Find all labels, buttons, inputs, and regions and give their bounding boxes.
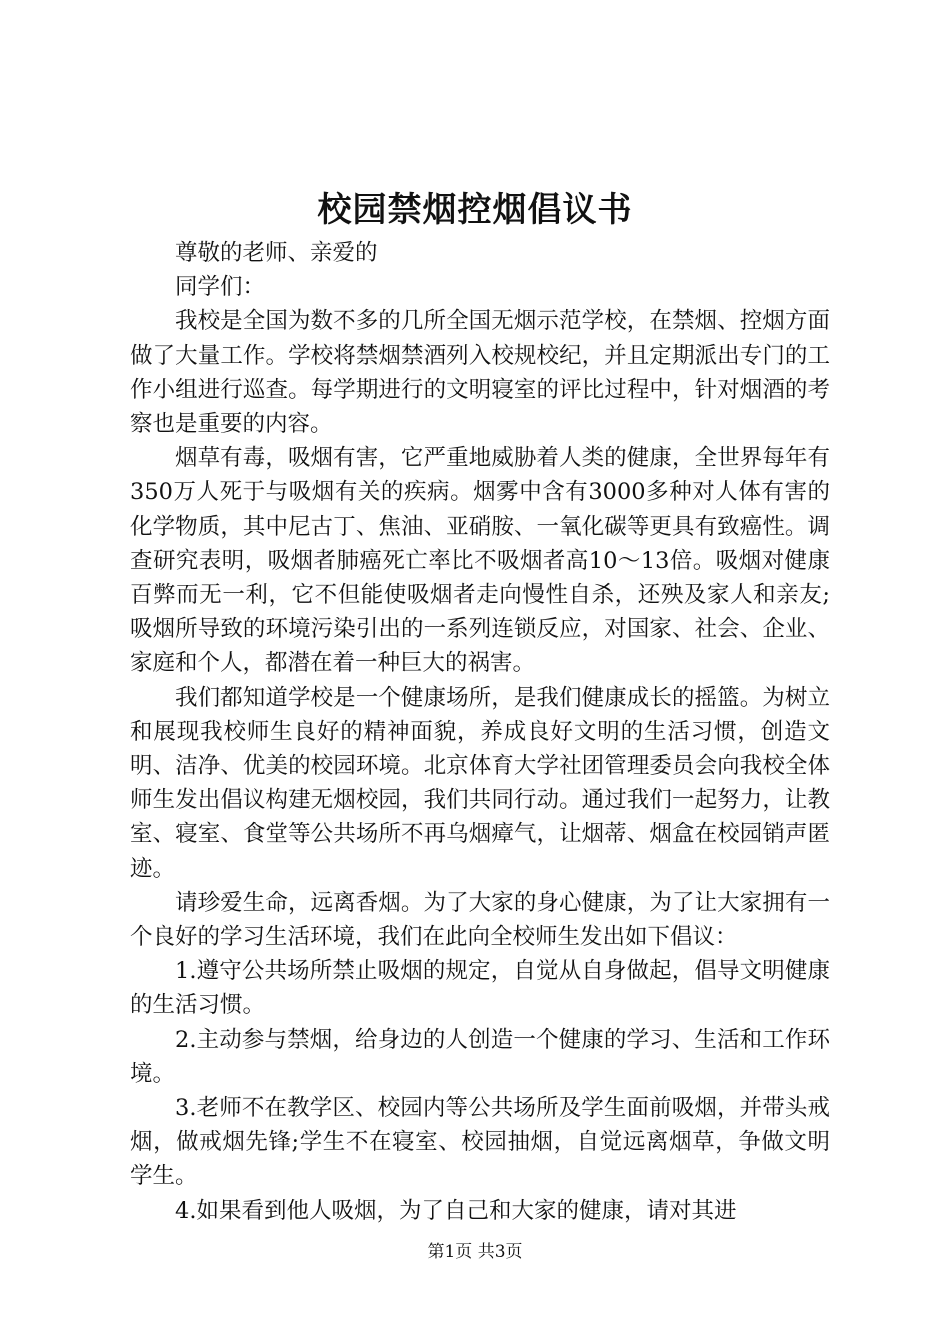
paragraph-harm: 烟草有毒，吸烟有害，它严重地威胁着人类的健康，全世界每年有350万人死于与吸烟有关的疾病。烟雾中含有3000多种对人体有害的化学物质，其中尼古丁、焦油、亚硝胺、一氧化碳等更具有致癌性。调查研究表明，吸烟者肺癌死亡率比不吸烟者高10～13倍。吸烟对健康百弊而无一利，它不但能使吸烟者走向慢性自杀，还殃及家人和亲友;吸烟所导致的环境污染引出的一系列连锁反应，对国家、社会、企业、家庭和个人，都潜在着一种巨大的祸害。 <box>130 445 830 677</box>
proposal-item-1: 1.遵守公共场所禁止吸烟的规定，自觉从自身做起，倡导文明健康的生活习惯。 <box>130 958 830 1019</box>
proposal-item-3: 3.老师不在教学区、校园内等公共场所及学生面前吸烟，并带头戒烟，做戒烟先锋;学生不在寝室、校园抽烟，自觉远离烟草，争做文明学生。 <box>130 1095 830 1190</box>
document-body <box>130 236 830 1228</box>
document-title: 校园禁烟控烟倡议书 <box>317 190 633 230</box>
page-number-footer: 第1页 共3页 <box>427 1242 523 1262</box>
salutation-line-1: 尊敬的老师、亲爱的 <box>175 240 378 266</box>
paragraph-campus: 我们都知道学校是一个健康场所，是我们健康成长的摇篮。为树立和展现我校师生良好的精神面貌，养成良好文明的生活习惯，创造文明、洁净、优美的校园环境。北京体育大学社团管理委员会向我校全体师生发出倡议构建无烟校园，我们共同行动。通过我们一起努力，让教室、寝室、食堂等公共场所不再乌烟瘴气，让烟蒂、烟盒在校园销声匿迹。 <box>130 684 830 882</box>
paragraph-intro: 我校是全国为数不多的几所全国无烟示范学校，在禁烟、控烟方面做了大量工作。学校将禁烟禁酒列入校规校纪，并且定期派出专门的工作小组进行巡查。每学期进行的文明寝室的评比过程中，针对烟酒的考察也是重要的内容。 <box>130 308 830 438</box>
proposal-item-2: 2.主动参与禁烟，给身边的人创造一个健康的学习、生活和工作环境。 <box>130 1026 830 1087</box>
salutation-line-2: 同学们： <box>175 274 266 301</box>
paragraph-call: 请珍爱生命，远离香烟。为了大家的身心健康，为了让大家拥有一个良好的学习生活环境，我们在此向全校师生发出如下倡议： <box>130 889 830 951</box>
proposal-item-4: 4.如果看到他人吸烟，为了自己和大家的健康，请对其进 <box>175 1197 737 1224</box>
